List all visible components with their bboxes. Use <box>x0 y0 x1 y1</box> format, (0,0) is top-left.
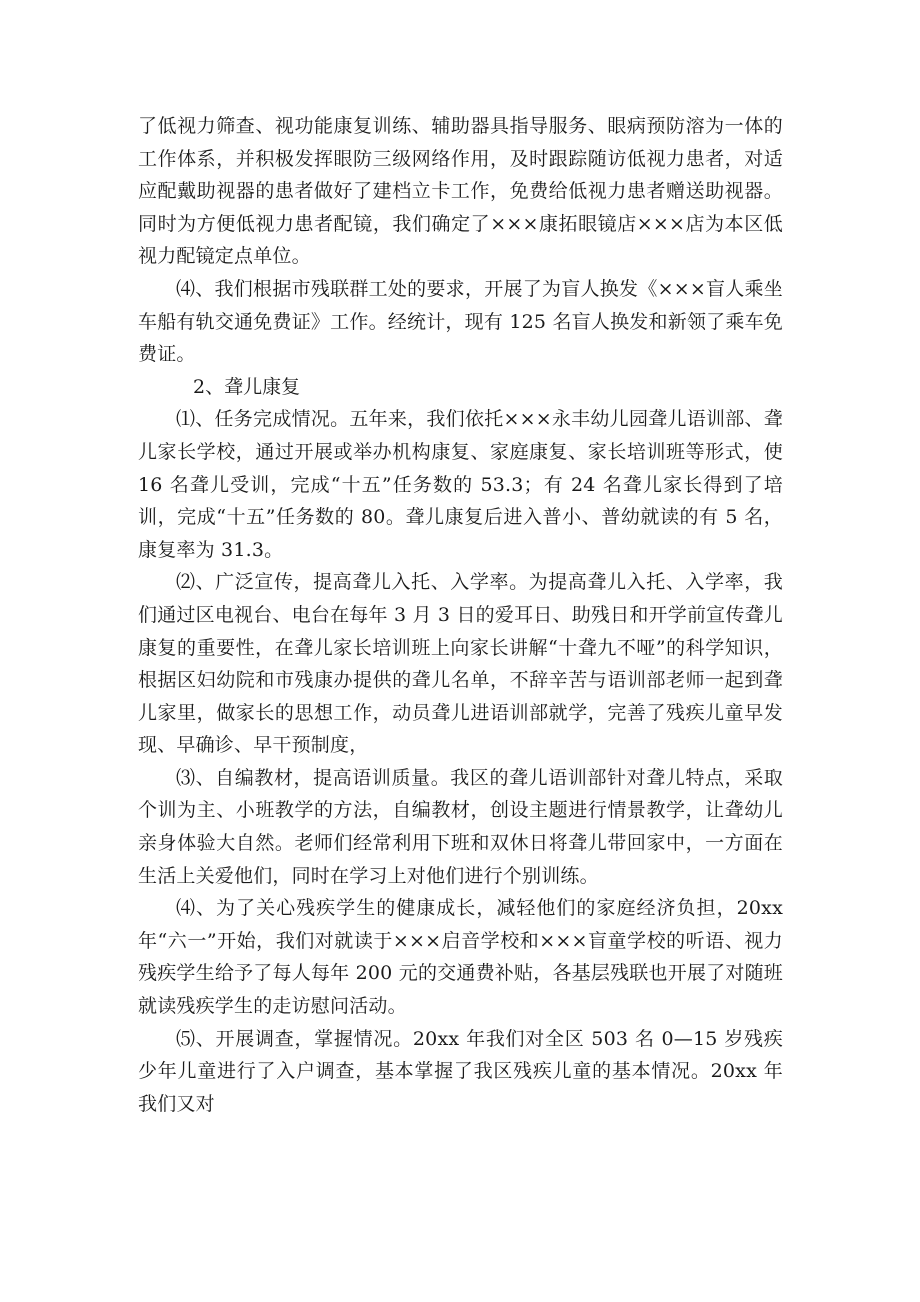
paragraph-teaching-materials: ⑶、自编教材，提高语训质量。我区的聋儿语训部针对聋儿特点，采取个训为主、小班教学的方法，自编教材，创设主题进行情景教学，让聋幼儿亲身体验大自然。老师们经常利用下班和双休日将聋儿带回家中，一方面在生活上关爱他们，同时在学习上对他们进行个别训练。 <box>138 766 783 887</box>
paragraph-survey: ⑸、开展调查，掌握情况。20xx 年我们对全区 503 名 0—15 岁残疾少年儿童进行了入户调查，基本掌握了我区残疾儿童的基本情况。20xx 年我们又对 <box>138 1027 783 1115</box>
paragraph-publicity: ⑵、广泛宣传，提高聋儿入托、入学率。为提高聋儿入托、入学率，我们通过区电视台、电台在每年 3 月 3 日的爱耳日、助残日和开学前宣传聋儿康复的重要性，在聋儿家长培训班上向家长讲解“十聋九不哑”的科学知识，根据区妇幼院和市残康办提供的聋儿名单，不辞辛苦与语训部老师一起到聋儿家里，做家长的思想工作，动员聋儿进语训部就学，完善了残疾儿童早发现、早确诊、早干预制度， <box>138 571 783 757</box>
section-heading-deaf-rehab: 2、聋儿康复 <box>193 375 301 398</box>
document-page <box>138 110 783 1120</box>
paragraph-transport-subsidy: ⑷、为了关心残疾学生的健康成长，减轻他们的家庭经济负担，20xx 年“六一”开始，我们对就读于×××启音学校和×××盲童学校的听语、视力残疾学生给予了每人每年 200 元的交通费补贴，各基层残联也开展了对随班就读残疾学生的走访慰问活动。 <box>138 897 783 1018</box>
paragraph-task-completion: ⑴、任务完成情况。五年来，我们依托×××永丰幼儿园聋儿语训部、聋儿家长学校，通过开展或举办机构康复、家庭康复、家长培训班等形式，使 16 名聋儿受训，完成“十五”任务数的 53.3；有 24 名聋儿家长得到了培训，完成“十五”任务数的 80。聋儿康复后进入普小、普幼就读的有 5 名，康复率为 31.3。 <box>138 408 783 561</box>
paragraph-low-vision-system: 了低视力筛查、视功能康复训练、辅助器具指导服务、眼病预防溶为一体的工作体系，并积极发挥眼防三级网络作用，及时跟踪随访低视力患者，对适应配戴助视器的患者做好了建档立卡工作，免费给低视力患者赠送助视器。同时为方便低视力患者配镜，我们确定了×××康拓眼镜店×××店为本区低视力配镜定点单位。 <box>138 115 783 268</box>
paragraph-blind-free-pass: ⑷、我们根据市残联群工处的要求，开展了为盲人换发《×××盲人乘坐车船有轨交通免费证》工作。经统计，现有 125 名盲人换发和新领了乘车免费证。 <box>138 277 783 366</box>
